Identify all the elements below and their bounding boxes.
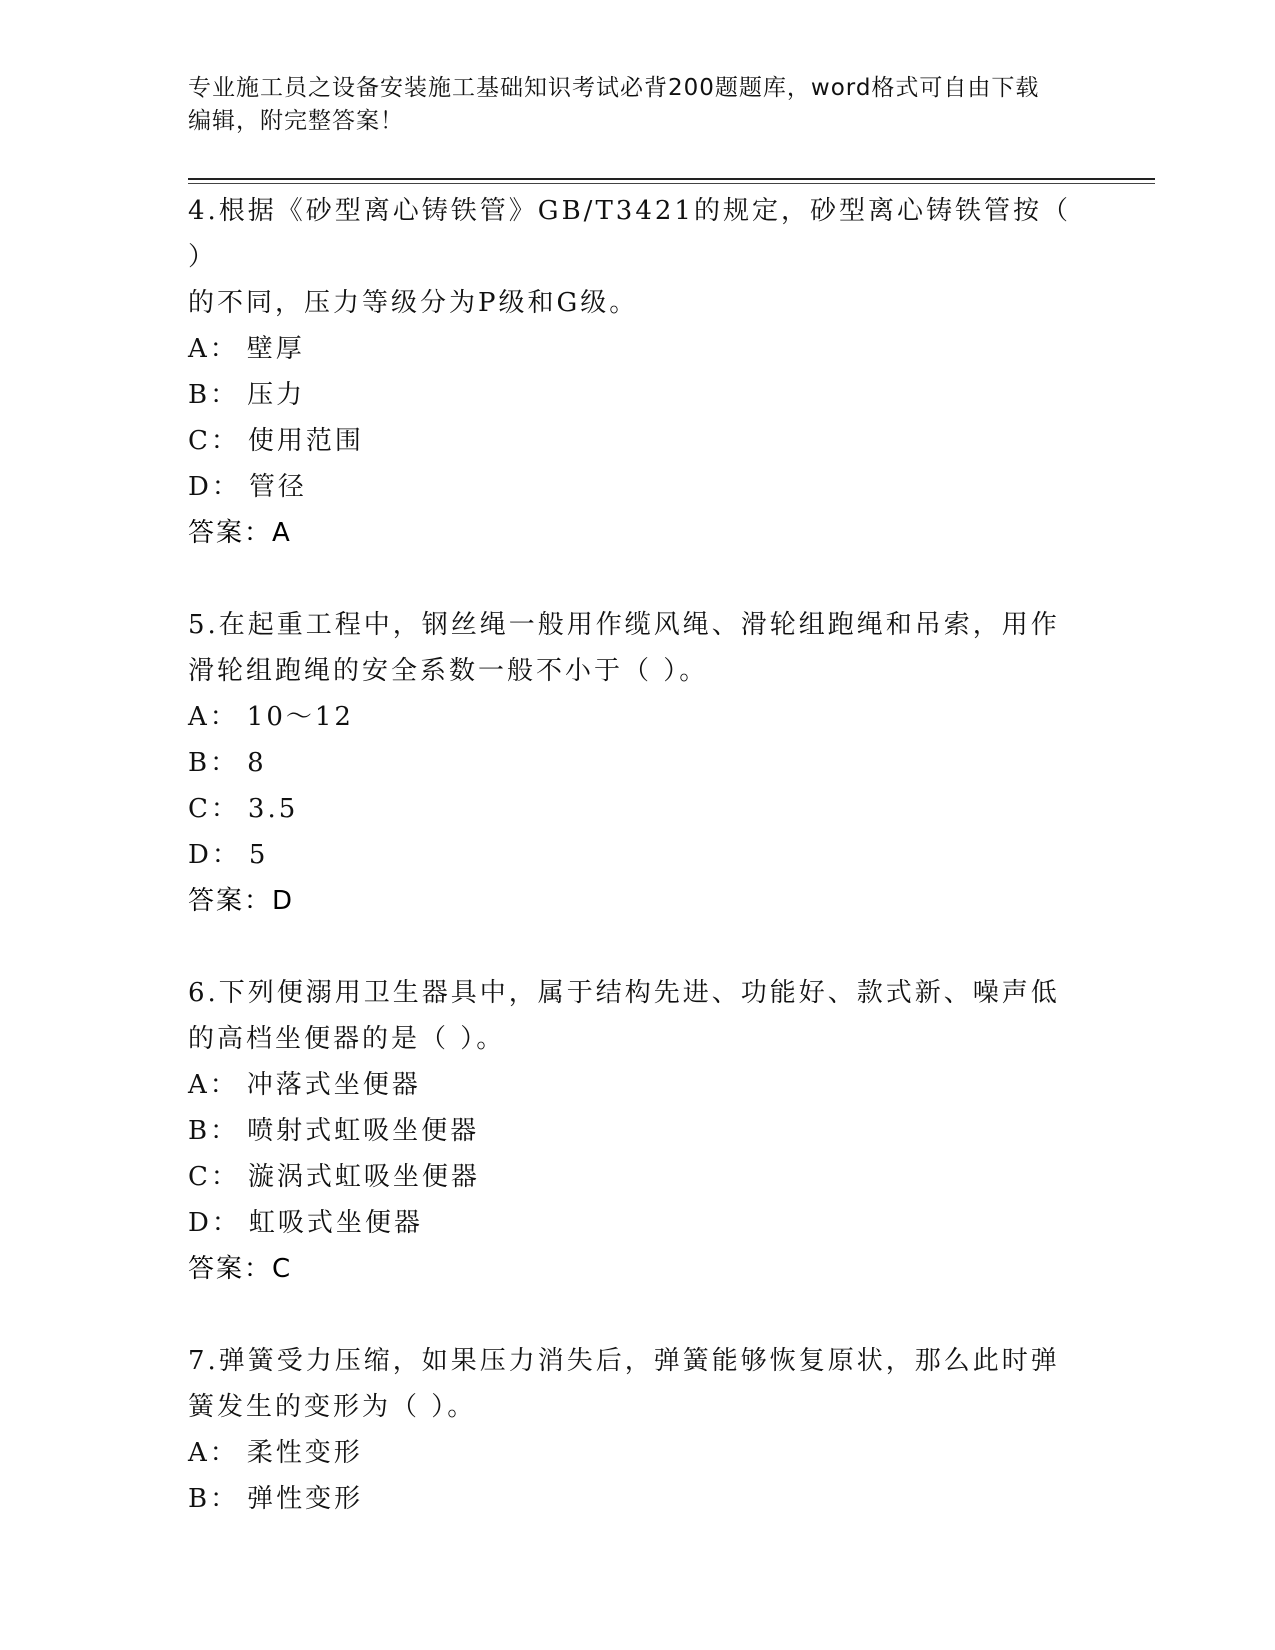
- option-d: [188, 1200, 1088, 1246]
- option-label: D：: [188, 1208, 241, 1238]
- option-label: D：: [188, 472, 241, 502]
- option-d: [188, 464, 1088, 510]
- option-text: 10～12: [246, 702, 354, 732]
- question-5: [188, 602, 1088, 924]
- question-stem-line-2: 的不同，压力等级分为P级和G级。: [188, 288, 639, 318]
- option-b: [188, 1108, 1088, 1154]
- option-c: [188, 786, 1088, 832]
- option-d: [188, 832, 1088, 878]
- option-c: [188, 418, 1088, 464]
- option-label: A：: [188, 1438, 239, 1468]
- question-stem-line-1: 7.弹簧受力压缩，如果压力消失后，弹簧能够恢复原状，那么此时弹: [188, 1346, 1060, 1376]
- question-stem-line-2: 的高档坐便器的是（ ）。: [188, 1024, 506, 1054]
- question-list: [188, 188, 1088, 1568]
- option-text: 弹性变形: [247, 1484, 364, 1514]
- option-b: [188, 1476, 1088, 1522]
- question-7: [188, 1338, 1088, 1522]
- option-label: B：: [188, 1116, 240, 1146]
- option-label: D：: [188, 840, 241, 870]
- question-stem-line-1: 4.根据《砂型离心铸铁管》GB/T3421的规定，砂型离心铸铁管按（ ）: [188, 196, 1071, 272]
- option-label: C：: [188, 426, 240, 456]
- option-a: [188, 1430, 1088, 1476]
- option-text: 壁厚: [246, 334, 305, 364]
- option-a: [188, 694, 1088, 740]
- option-a: [188, 326, 1088, 372]
- option-text: 3.5: [247, 794, 299, 824]
- option-label: A：: [188, 702, 239, 732]
- answer: 答案：C: [188, 1254, 293, 1284]
- answer: 答案：D: [188, 886, 295, 916]
- option-b: [188, 740, 1088, 786]
- option-label: B：: [188, 380, 240, 410]
- header-divider-thin: [188, 183, 1155, 184]
- option-text: 虹吸式坐便器: [248, 1208, 423, 1238]
- option-text: 漩涡式虹吸坐便器: [247, 1162, 480, 1192]
- question-stem-line-1: 6.下列便溺用卫生器具中，属于结构先进、功能好、款式新、噪声低: [188, 978, 1060, 1008]
- option-c: [188, 1154, 1088, 1200]
- question-6: [188, 970, 1088, 1292]
- option-label: B：: [188, 1484, 240, 1514]
- question-4: [188, 188, 1088, 556]
- option-text: 柔性变形: [246, 1438, 363, 1468]
- option-text: 喷射式虹吸坐便器: [247, 1116, 480, 1146]
- question-stem-line-1: 5.在起重工程中，钢丝绳一般用作缆风绳、滑轮组跑绳和吊索，用作: [188, 610, 1060, 640]
- option-text: 管径: [248, 472, 307, 502]
- option-text: 使用范围: [247, 426, 364, 456]
- answer: 答案：A: [188, 518, 292, 548]
- option-label: C：: [188, 794, 240, 824]
- option-b: [188, 372, 1088, 418]
- option-label: C：: [188, 1162, 240, 1192]
- option-text: 冲落式坐便器: [246, 1070, 421, 1100]
- option-text: 8: [247, 748, 267, 778]
- option-text: 压力: [247, 380, 306, 410]
- header-title-line-2: 编辑，附完整答案！: [188, 108, 404, 134]
- option-label: A：: [188, 1070, 239, 1100]
- question-stem-line-2: 滑轮组跑绳的安全系数一般不小于（ ）。: [188, 656, 709, 686]
- question-stem-line-2: 簧发生的变形为（ ）。: [188, 1392, 477, 1422]
- option-label: B：: [188, 748, 240, 778]
- document-header: [188, 72, 1088, 138]
- option-a: [188, 1062, 1088, 1108]
- header-divider-thick: [188, 178, 1155, 180]
- option-text: 5: [248, 840, 269, 870]
- header-title-line-1: 专业施工员之设备安装施工基础知识考试必背200题题库，word格式可自由下载: [188, 75, 1040, 101]
- option-label: A：: [188, 334, 239, 364]
